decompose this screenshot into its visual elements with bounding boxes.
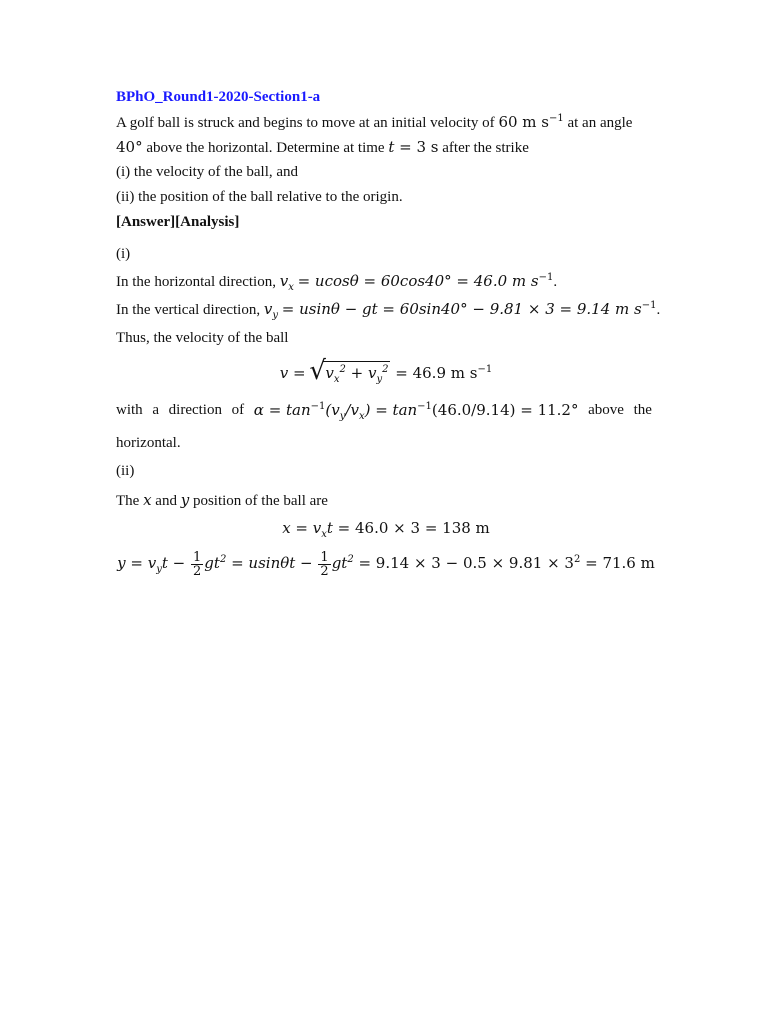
horizontal-word: horizontal.	[116, 435, 181, 451]
problem-part-i: (i) the velocity of the ball, and	[116, 164, 299, 180]
position-intro-line: The x and y position of the ball are	[116, 491, 328, 509]
problem-line-2: 40° above the horizontal. Determine at time t = 3 s after the strike	[116, 138, 529, 156]
answer-header: [Answer][Analysis]	[116, 214, 240, 230]
sqrt-symbol: √ $v_x^2 + v_y^2$	[309, 356, 389, 386]
direction-line: with a direction of $\alpha = \tan^{-1}(v_y/v_x) = \tan^{-1}(46.0/9.14) = 11.2^\circ$ above the	[116, 401, 652, 422]
fraction-half-2: $\frac{1}{2}$	[320, 550, 329, 580]
horizontal-velocity-line: In the horizontal direction, $v_x = ucos\theta = 60\cos 40^\circ = 46.0$ m $s^{-1}$.	[116, 272, 558, 293]
thus-line: Thus, the velocity of the ball	[116, 330, 289, 346]
section-ii-label: (ii)	[116, 463, 135, 479]
problem-line-1: A golf ball is struck and begins to move at an initial velocity of 60 m $s^{-1}$ at an angle	[116, 113, 633, 131]
y-position-equation: $y = v_yt$ − $\frac{1}{2}$ $gt^2 = usin\theta t$ − $\frac{1}{2}$ $gt^2 = 9.14 \times 3 - 0.5 \times 9.81 \times 3^2 = 71.6$ m	[117, 550, 655, 580]
fraction-half: $\frac{1}{2}$	[193, 550, 202, 580]
velocity-magnitude-equation: v = √ $v_x^2 + v_y^2 = 46.9$ m $s^{-1}$	[279, 356, 493, 386]
document-title: BPhO_Round1-2020-Section1-a	[116, 89, 321, 105]
x-position-equation: $x = v_xt = 46.0 \times 3 = 138$ m	[282, 519, 490, 540]
problem-part-ii: (ii) the position of the ball relative to the origin.	[116, 189, 403, 205]
vertical-velocity-line: In the vertical direction, $v_y = usin\theta$ − gt = 60sin40° − 9.81 × 3 = 9.14 m $s^{-1}$.	[116, 300, 661, 321]
section-i-label: (i)	[116, 246, 131, 262]
